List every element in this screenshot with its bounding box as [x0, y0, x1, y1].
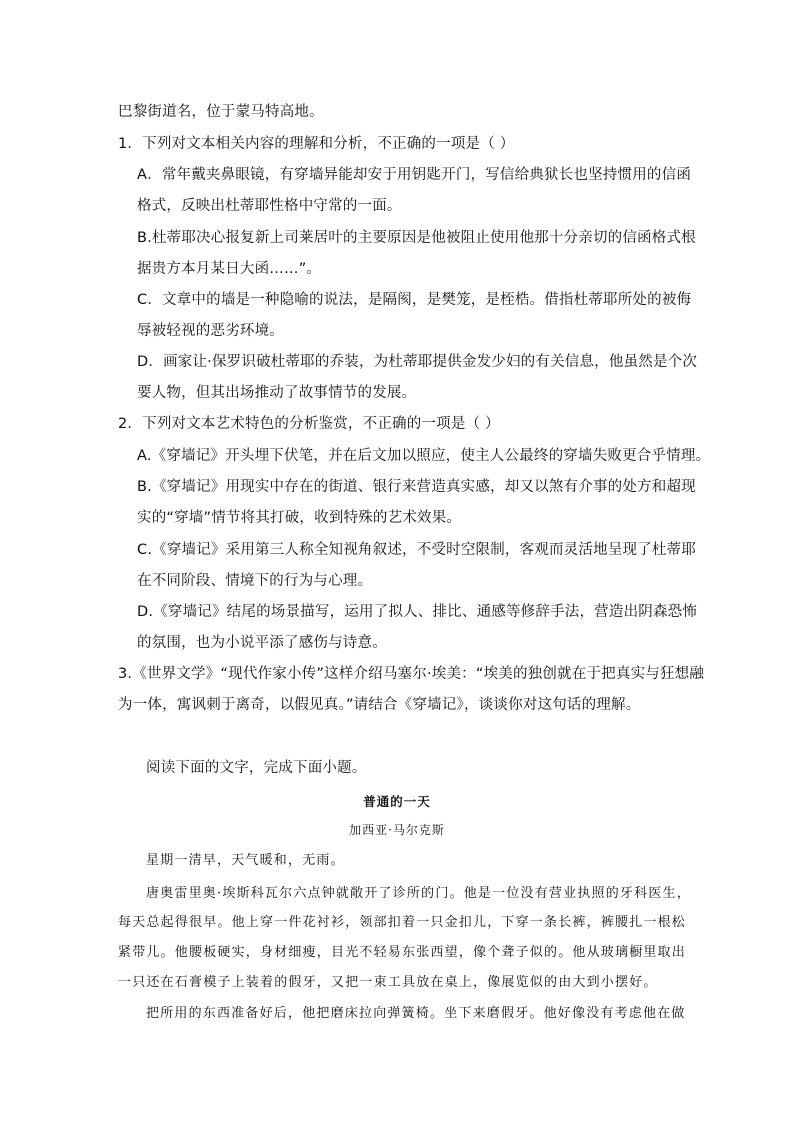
q2-option-d-line1: D.《穿墙记》结尾的场景描写，运用了拟人、排比、通感等修辞手法，营造出阴森恐怖 — [137, 604, 698, 620]
q1-option-c-line2: 辱被轻视的恶劣环境。 — [137, 323, 284, 339]
q1-option-d-line2: 要人物，但其出场推动了故事情节的发展。 — [137, 385, 417, 401]
question-1-stem: 1．下列对文本相关内容的理解和分析，不正确的一项是（ ） — [118, 136, 515, 152]
q1-option-a-line1: A．常年戴夹鼻眼镜，有穿墙异能却安于用钥匙开门，写信给典狱长也坚持惯用的信函 — [137, 167, 692, 183]
story-paragraph-1: 星期一清早，天气暖和，无雨。 — [146, 853, 345, 868]
reading-prompt: 阅读下面的文字，完成下面小题。 — [146, 760, 367, 776]
q1-option-d-line1: D．画家让·保罗识破杜蒂耶的乔装，为杜蒂耶提供金发少妇的有关信息，他虽然是个次 — [137, 354, 698, 370]
story-paragraph-2-line1: 唐奥雷里奥·埃斯科瓦尔六点钟就敞开了诊所的门。他是一位没有营业执照的牙科医生， — [146, 886, 691, 901]
continuation-line: 巴黎街道名，位于蒙马特高地。 — [118, 104, 324, 120]
q1-option-b-line1: B.杜蒂耶决心报复新上司莱居叶的主要原因是他被阻止使用他那十分亲切的信函格式根 — [137, 230, 696, 246]
question-2-stem: 2．下列对文本艺术特色的分析鉴赏，不正确的一项是（ ） — [118, 416, 500, 432]
question-3-line1: 3.《世界文学》“现代作家小传”这样介绍马塞尔·埃美：“埃美的独创就在于把真实与狂想融 — [118, 666, 705, 682]
q1-option-b-line2: 据贵方本月某日大函……”。 — [137, 261, 322, 277]
question-3-line2: 为一体，寓讽刺于离奇，以假见真。”请结合《穿墙记》，谈谈你对这句话的理解。 — [118, 697, 641, 713]
q2-option-a-line1: A.《穿墙记》开头埋下伏笔，并在后文加以照应，使主人公最终的穿墙失败更合乎情理。 — [137, 448, 711, 464]
story-paragraph-2-line4: 一只还在石膏模子上装着的假牙，又把一束工具放在桌上，像展览似的由大到小摆好。 — [118, 975, 658, 990]
story-title: 普通的一天 — [363, 794, 431, 809]
q1-option-c-line1: C．文章中的墙是一种隐喻的说法，是隔阂，是樊笼，是桎梏。借指杜蒂耶所处的被侮 — [137, 292, 692, 308]
q1-option-a-line2: 格式，反映出杜蒂耶性格中守常的一面。 — [137, 198, 402, 214]
story-author: 加西亚·马尔克斯 — [349, 823, 445, 837]
q2-option-c-line2: 在不同阶段、情境下的行为与心理。 — [137, 573, 373, 589]
q2-option-d-line2: 的氛围，也为小说平添了感伤与诗意。 — [137, 635, 387, 651]
story-paragraph-2-line3: 紧带儿。他腰板硬实，身材细瘦，目光不轻易东张西望，像个聋子似的。他从玻璃橱里取出 — [118, 945, 687, 960]
story-paragraph-2-line2: 每天总起得很早。他上穿一件花衬衫，领部扣着一只金扣儿，下穿一条长裤，裤腰扎一根松 — [118, 915, 687, 930]
story-paragraph-3-line1: 把所用的东西准备好后，他把磨床拉向弹簧椅。坐下来磨假牙。他好像没有考虑他在做 — [146, 1006, 686, 1021]
q2-option-b-line2: 实的“穿墙”情节将其打破，收到特殊的艺术效果。 — [137, 510, 462, 526]
q2-option-c-line1: C.《穿墙记》采用第三人称全知视角叙述，不受时空限制，客观而灵活地呈现了杜蒂耶 — [137, 542, 697, 558]
q2-option-b-line1: B.《穿墙记》用现实中存在的街道、银行来营造真实感，却又以煞有介事的处方和超现 — [137, 479, 696, 495]
